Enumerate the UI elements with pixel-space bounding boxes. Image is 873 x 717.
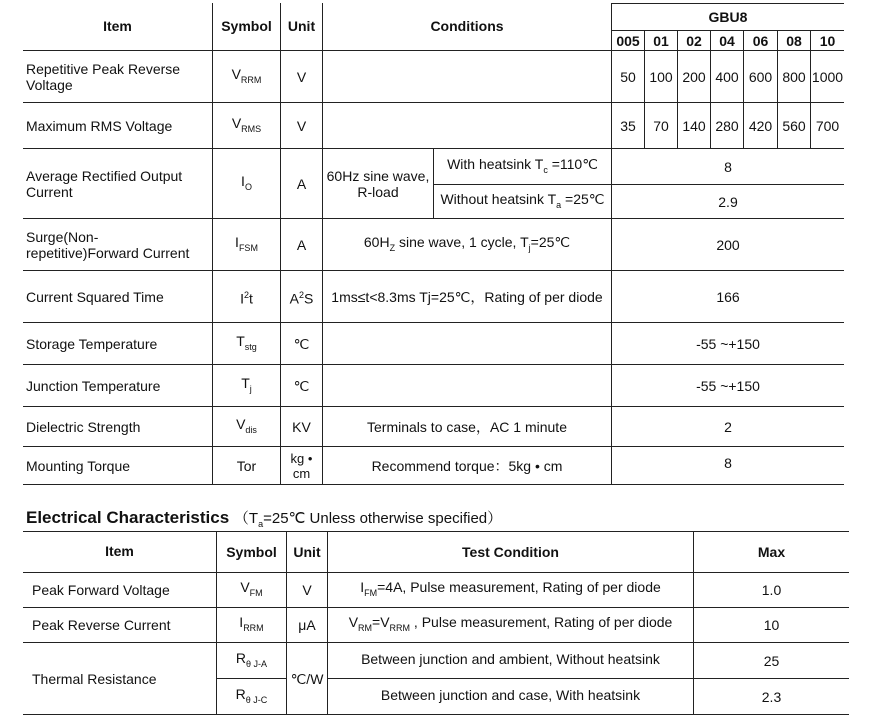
row-io-condition: 60Hz sine wave, R-load	[326, 167, 430, 200]
row-vrms-value: 560	[782, 117, 806, 134]
row-io-with-heatsink: With heatsink $T_c$ =110℃	[447, 155, 598, 175]
row-io-unit: A	[296, 175, 307, 192]
row-vdis-value: 2	[724, 418, 732, 435]
variant-01: 01	[653, 32, 669, 49]
row-i2t-symbol: $I^2t$	[240, 289, 253, 307]
row-vrms-value: 280	[715, 117, 739, 134]
row-vdis-item: Dielectric Strength	[26, 418, 141, 435]
header-symbol: Symbol	[221, 18, 272, 34]
row-vfm-symbol: $V_{FM}$	[240, 579, 263, 598]
row-thermal-unit: ℃/W	[290, 670, 324, 687]
row-tj-unit: ℃	[293, 377, 310, 394]
section-title-text: Electrical Characteristics	[26, 508, 230, 527]
variant-10: 10	[819, 32, 836, 49]
row-vrms-value: 700	[815, 117, 840, 134]
row-ifsm-symbol: $I_{FSM}$	[235, 233, 258, 253]
row-irrm-item: Peak Reverse Current	[32, 617, 171, 633]
t2-header-item: Item	[105, 543, 134, 559]
variant-04: 04	[719, 32, 735, 49]
t2-header-symbol: Symbol	[226, 544, 277, 560]
row-vrms-unit: V	[296, 117, 307, 134]
header-item: Item	[103, 18, 132, 34]
row-vrrm-symbol: $V_{RRM}$	[231, 65, 262, 85]
row-irrm-condition: $V_{RM}=V_{RRM}$ , Pulse measurement, Rating of per diode	[348, 614, 673, 633]
row-thermal-jc-value: 2.3	[761, 688, 782, 705]
row-vrrm-item: Repetitive Peak Reverse Voltage	[26, 60, 181, 93]
row-vrrm-value: 50	[620, 68, 636, 85]
row-vfm-value: 1.0	[761, 582, 782, 598]
row-i2t-value: 166	[716, 288, 740, 305]
row-vdis-symbol: $V_{dis}$	[236, 415, 257, 435]
row-ifsm-unit: A	[296, 236, 307, 253]
row-tj-value: -55 ~+150	[696, 377, 760, 394]
header-unit: Unit	[287, 18, 316, 34]
row-thermal-ja-value: 25	[763, 652, 780, 669]
row-i2t-item: Current Squared Time	[26, 288, 164, 305]
row-io-item: Average Rectified Output Current	[26, 167, 183, 200]
row-i2t-condition: 1ms≤t<8.3ms Tj=25℃，Rating of per diode	[331, 288, 603, 305]
row-io-without-value: 2.9	[718, 193, 738, 210]
variant-08: 08	[786, 32, 802, 49]
row-thermal-jc-symbol: $R_{\theta J-C}$	[235, 685, 268, 705]
row-tj-item: Junction Temperature	[26, 377, 161, 394]
row-vrms-value: 70	[653, 117, 669, 134]
variant-02: 02	[686, 32, 702, 49]
row-tor-unit: kg • cm	[290, 450, 313, 481]
row-vrrm-value: 800	[782, 68, 806, 85]
row-ifsm-condition: $60H_Z$ sine wave, 1 cycle, $T_j=25℃$	[363, 233, 571, 253]
section-title	[26, 507, 502, 529]
row-tor-value: 8	[724, 454, 732, 471]
row-vrms-symbol: $V_{RMS}$	[231, 114, 262, 134]
section-condition: （$T_a=25℃$ Unless otherwise specified）	[233, 510, 503, 529]
variant-005: 005	[616, 32, 640, 49]
row-vrms-value: 420	[748, 117, 773, 134]
row-io-symbol: $I_O$	[241, 172, 252, 192]
row-irrm-value: 10	[763, 617, 780, 633]
row-thermal-item: Thermal Resistance	[32, 670, 157, 687]
row-vdis-condition: Terminals to case，AC 1 minute	[367, 418, 567, 435]
row-thermal-ja-symbol: $R_{\theta J-A}$	[235, 649, 268, 669]
header-gbu8: GBU8	[708, 8, 748, 25]
row-i2t-unit: $A^2S$	[289, 289, 314, 307]
t2-header-max: Max	[757, 544, 786, 560]
row-vrrm-value: 100	[649, 68, 673, 85]
row-ifsm-value: 200	[716, 236, 740, 253]
row-vrrm-value: 400	[715, 68, 739, 85]
row-vrms-value: 35	[620, 117, 636, 134]
row-ifsm-item: Surge(Non-repetitive)Forward Current	[26, 228, 190, 261]
row-vrrm-value: 200	[682, 68, 706, 85]
row-tj-symbol: $T_j$	[241, 374, 252, 394]
row-irrm-unit: μA	[298, 617, 316, 633]
row-tstg-item: Storage Temperature	[26, 335, 158, 352]
row-thermal-jc-condition: Between junction and case, With heatsink	[380, 687, 641, 703]
row-tstg-symbol: $T_{stg}$	[236, 332, 257, 352]
row-vrrm-unit: V	[296, 68, 307, 85]
row-tor-item: Mounting Torque	[26, 457, 131, 474]
row-vrms-item: Maximum RMS Voltage	[26, 117, 173, 134]
row-io-without-heatsink: Without heatsink $T_a$ =25℃	[440, 190, 605, 210]
row-vdis-unit: KV	[292, 418, 311, 435]
row-irrm-symbol: $I_{RRM}$	[239, 614, 264, 633]
row-tstg-value: -55 ~+150	[696, 335, 760, 352]
variant-06: 06	[752, 32, 769, 49]
t2-header-test-condition: Test Condition	[462, 544, 559, 560]
t2-header-unit: Unit	[293, 544, 321, 560]
row-vfm-condition: $I_{FM}=4A$, Pulse measurement, Rating of per diode	[360, 579, 661, 598]
row-vfm-item: Peak Forward Voltage	[32, 582, 170, 598]
row-tstg-unit: ℃	[293, 335, 310, 352]
row-tor-condition: Recommend torque：5kg • cm	[371, 457, 563, 474]
row-thermal-ja-condition: Between junction and ambient, Without heatsink	[361, 651, 660, 667]
row-vrms-value: 140	[682, 117, 706, 134]
row-vfm-unit: V	[302, 582, 312, 598]
row-tor-symbol: Tor	[236, 457, 257, 474]
row-vrrm-value: 1000	[811, 68, 844, 85]
row-vrrm-value: 600	[748, 68, 773, 85]
row-io-with-value: 8	[724, 158, 732, 175]
header-conditions: Conditions	[430, 18, 504, 34]
